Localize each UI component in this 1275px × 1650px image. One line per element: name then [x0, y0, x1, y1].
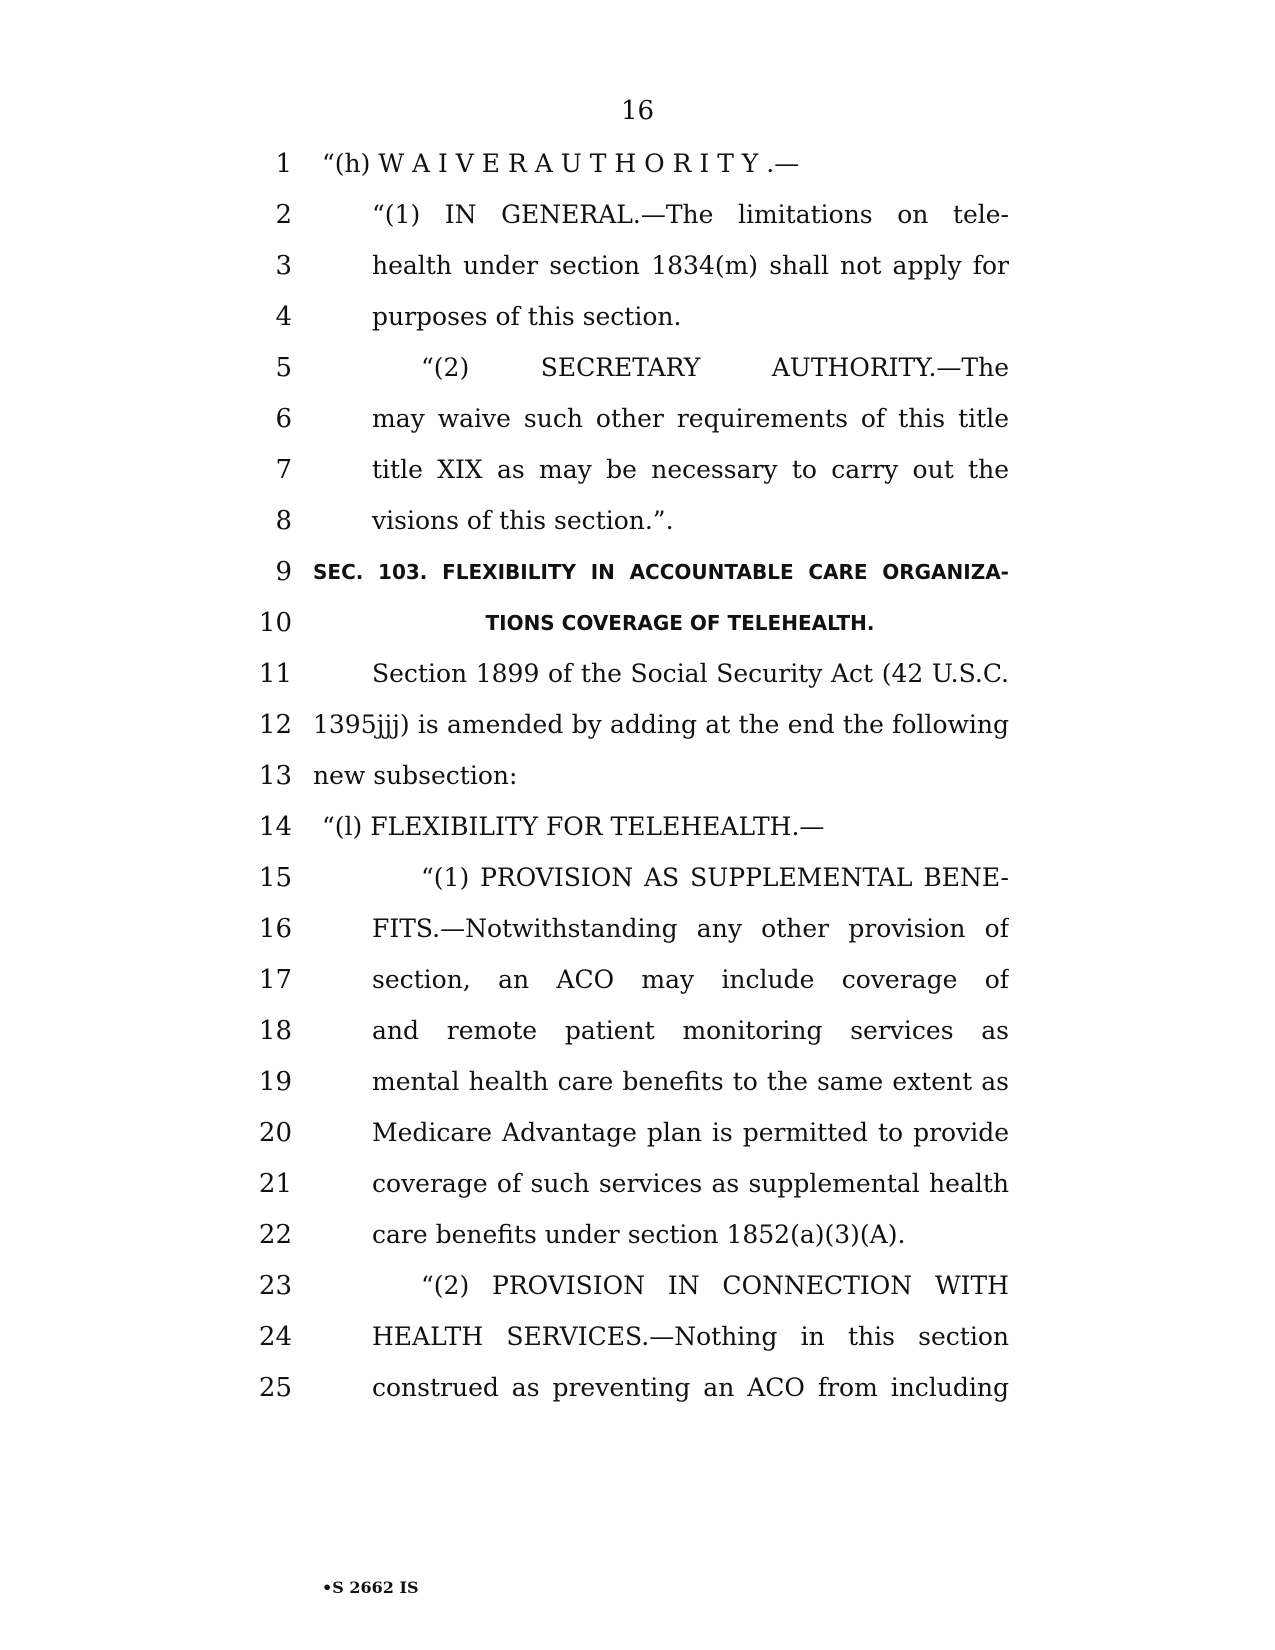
line-text: may waive such other requirements of this title	[372, 404, 1009, 433]
section-heading: SEC. 103. FLEXIBILITY IN ACCOUNTABLE CARE ORGANIZA-	[313, 560, 1009, 584]
line-number: 2	[275, 200, 292, 230]
bill-line	[0, 1368, 1275, 1408]
bill-line	[0, 1317, 1275, 1357]
line-number: 14	[258, 812, 292, 842]
line-text: Section 1899 of the Social Security Act (42 U.S.C.	[372, 659, 1009, 688]
line-text: section, an ACO may include coverage of	[372, 965, 1009, 994]
line-text: “(1) IN GENERAL.—The limitations on tele-	[372, 200, 1009, 229]
section-heading: TIONS COVERAGE OF TELEHEALTH.	[485, 611, 875, 635]
page-number: 16	[620, 96, 655, 126]
line-text: “(2) PROVISION IN CONNECTION WITH	[421, 1271, 1009, 1300]
line-text: title XIX as may be necessary to carry out the	[372, 455, 1009, 484]
line-number: 21	[258, 1169, 292, 1199]
line-number: 7	[275, 455, 292, 485]
bill-line	[0, 195, 1275, 235]
line-text: “(l) FLEXIBILITY FOR TELEHEALTH.—	[322, 812, 825, 841]
bill-line	[0, 960, 1275, 1000]
line-number: 24	[258, 1322, 292, 1352]
line-number: 9	[275, 557, 292, 587]
line-number: 12	[258, 710, 292, 740]
bill-line	[0, 654, 1275, 694]
bill-line	[0, 297, 1275, 337]
bill-line	[0, 399, 1275, 439]
line-text: purposes of this section.	[372, 302, 682, 331]
bill-line	[0, 1011, 1275, 1051]
line-text: care benefits under section 1852(a)(3)(A).	[372, 1220, 906, 1249]
bill-line	[0, 705, 1275, 745]
line-number: 1	[275, 149, 292, 179]
line-number: 25	[258, 1373, 292, 1403]
line-number: 13	[258, 761, 292, 791]
bill-line	[0, 1113, 1275, 1153]
bill-identifier: •S 2662 IS	[322, 1578, 419, 1597]
line-number: 6	[275, 404, 292, 434]
line-text: coverage of such services as supplemental health	[372, 1169, 1009, 1198]
line-number: 16	[258, 914, 292, 944]
bill-line	[0, 501, 1275, 541]
line-number: 17	[258, 965, 292, 995]
bill-line	[0, 909, 1275, 949]
line-text: Medicare Advantage plan is permitted to provide	[372, 1118, 1009, 1147]
bill-line	[0, 756, 1275, 796]
line-number: 10	[258, 608, 292, 638]
line-number: 22	[258, 1220, 292, 1250]
bill-line	[0, 1266, 1275, 1306]
bill-line	[0, 552, 1275, 592]
bill-line	[0, 246, 1275, 286]
line-text: health under section 1834(m) shall not apply for	[372, 251, 1009, 280]
line-text: and remote patient monitoring services as	[372, 1016, 1009, 1045]
line-number: 15	[258, 863, 292, 893]
line-number: 18	[258, 1016, 292, 1046]
line-number: 5	[275, 353, 292, 383]
line-text: new subsection:	[313, 761, 518, 790]
line-text: mental health care benefits to the same extent as	[372, 1067, 1009, 1096]
line-number: 20	[258, 1118, 292, 1148]
line-number: 19	[258, 1067, 292, 1097]
bill-line	[0, 858, 1275, 898]
line-text: 1395jjj) is amended by adding at the end the following	[313, 710, 1009, 739]
bill-line	[0, 807, 1275, 847]
bill-line	[0, 1164, 1275, 1204]
bill-line	[0, 144, 1275, 184]
line-text: visions of this section.”.	[372, 506, 674, 535]
line-text: construed as preventing an ACO from including	[372, 1373, 1009, 1402]
line-text: “(1) PROVISION AS SUPPLEMENTAL BENE-	[421, 863, 1009, 892]
line-text: “(2) SECRETARY AUTHORITY.—The	[421, 353, 1009, 382]
line-text: “(h) W A I V E R A U T H O R I T Y .—	[322, 149, 800, 178]
line-text: HEALTH SERVICES.—Nothing in this section	[372, 1322, 1009, 1351]
line-number: 23	[258, 1271, 292, 1301]
line-text: FITS.—Notwithstanding any other provision of	[372, 914, 1009, 943]
bill-line	[0, 1062, 1275, 1102]
bill-line	[0, 348, 1275, 388]
bill-line	[0, 450, 1275, 490]
bill-line	[0, 603, 1275, 643]
line-number: 8	[275, 506, 292, 536]
bill-line	[0, 1215, 1275, 1255]
line-number: 3	[275, 251, 292, 281]
line-number: 4	[275, 302, 292, 332]
line-number: 11	[258, 659, 292, 689]
